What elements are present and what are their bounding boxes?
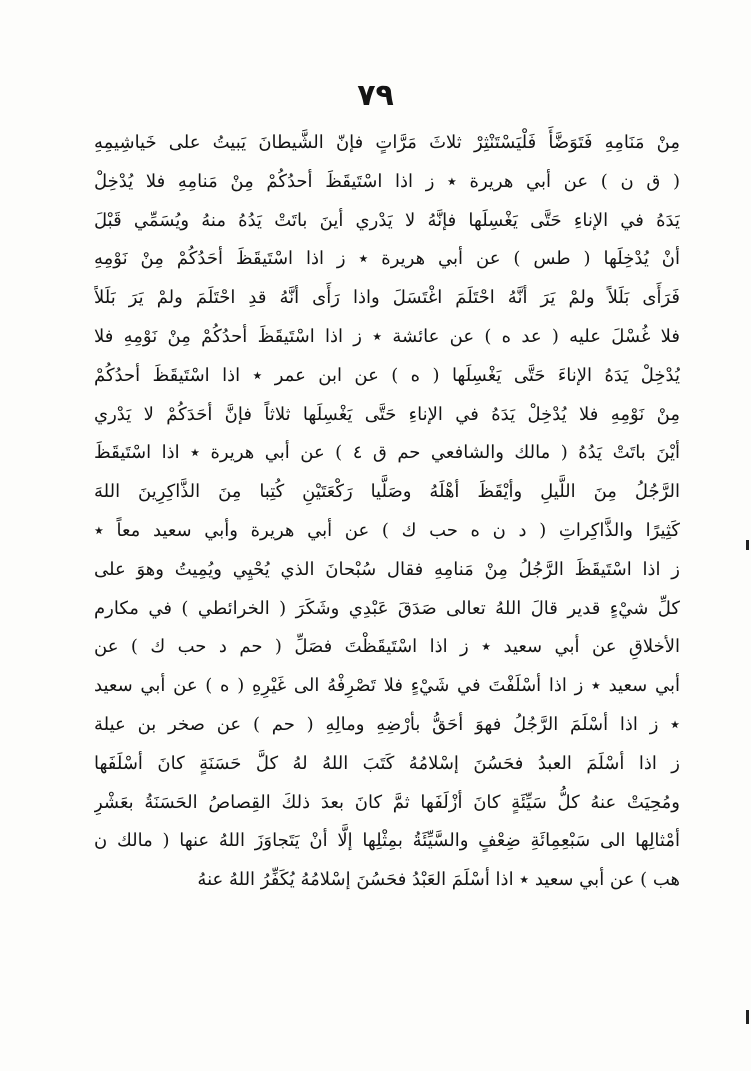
text-line: ز اذا أسْلَمَ العبدُ فحَسُنَ إسْلامُهُ كَتَبَ اللهُ لهُ كلَّ حَسَنَةٍ كانَ أسْلَفَها [94, 752, 680, 774]
text-line: هب ) عن أبي سعيد ٭ اذا أسْلَمَ العَبْدُ فحَسُنَ إسْلامُهُ يُكَفِّرُ اللهُ عنهُ [197, 869, 680, 891]
text-line: فَرَأَى بَلَلاً ولمْ يَرَ أنَّهُ احْتَلَمَ اغْتَسَلَ واذا رَأَى أنَّهُ قدِ احْتَلَمَ ولمْ يَرَ بَلَلاً [94, 287, 680, 309]
text-line: ٭ ز اذا أسْلَمَ الرَّجُلُ فهوَ أحَقُّ بأرْضِهِ ومالِهِ ( حم ) عن صخر بن عيلة [94, 713, 680, 735]
text-line: كَثِيرًا والذَّاكِراتِ ( د ن ه حب ك ) عن أبي هريرة وأبي سعيد معاً ٭ [94, 519, 680, 541]
text-line: أبي سعيد ٭ ز اذا أسْلَفْتَ في شَيْءٍ فلا تَصْرِفْهُ الى غَيْرِهِ ( ه ) عن أبي سعيد [94, 675, 680, 697]
text-line: ( ق ن ) عن أبي هريرة ٭ ز اذا اسْتَيقَظَ أحدُكُمْ مِنْ مَنامِهِ فلا يُدْخِلْ [94, 170, 680, 192]
text-line: مِنْ نَوْمِهِ فلا يُدْخِلْ يَدَهُ في الإناءِ حَتَّى يَغْسِلَها ثلاثاً فإنَّ أحَدَكُمْ لا يَدْري [94, 403, 680, 425]
text-body [94, 124, 680, 900]
scan-edge-mark [746, 540, 749, 550]
text-line: الرَّجُلُ مِنَ اللَّيلِ وأيْقَظَ أهْلَهُ وصَلَّيا رَكْعَتَيْنِ كُتِبا مِنَ الذَّاكِرِينَ اللهَ [94, 481, 680, 503]
scan-edge-mark [746, 1010, 749, 1024]
page-number: ٧٩ [357, 78, 394, 113]
text-line: ز اذا اسْتَيقَظَ الرَّجُلُ مِنْ مَنامِهِ فقال سُبْحانَ الذي يُحْيِي ويُمِيتُ وهوَ على [94, 558, 680, 580]
text-line: الأخلاقِ عن أبي سعيد ٭ ز اذا اسْتَيقَظْتَ فصَلِّ ( حم د حب ك ) عن [94, 636, 680, 658]
text-line: أيْنَ باتَتْ يَدُهُ ( مالك والشافعي حم ق ٤ ) عن أبي هريرة ٭ اذا اسْتَيقَظَ [94, 442, 680, 464]
text-line: فلا غُسْلَ عليه ( عد ه ) عن عائشة ٭ ز اذا اسْتَيقَظَ أحدُكُمْ مِنْ نَوْمِهِ فلا [94, 325, 680, 347]
text-line: يَدَهُ في الإناءِ حَتَّى يَغْسِلَها فإنَّهُ لا يَدْري أينَ باتَتْ يَدُهُ منهُ ويُسَمِّي قَبْلَ [94, 209, 680, 231]
text-line: مِنْ مَنَامِهِ فَتَوَضَّأَ فَلْيَسْتَنْثِرْ ثلاثَ مَرَّاتٍ فإنّ الشَّيطانَ يَبيتُ على خَياشِيمِهِ [94, 132, 680, 153]
text-line: يُدْخِلْ يَدَهُ الإناءَ حَتَّى يَغْسِلَها ( ه ) عن ابن عمر ٭ اذا اسْتَيقَظَ أحدُكُمْ [94, 364, 680, 386]
text-line: ومُحِيَتْ عنهُ كلُّ سَيِّئَةٍ كانَ أزْلَفَها ثمَّ كانَ بعدَ ذلكَ القِصاصُ الحَسَنَةُ بعَشْرِ [94, 791, 680, 813]
text-line: أمْثالِها الى سَبْعِمِائَةِ ضِعْفٍ والسَّيِّئَةُ بمِثْلِها إلَّا أنْ يَتَجاوَزَ اللهُ عنها ( مالك ن [94, 830, 680, 852]
text-line: أنْ يُدْخِلَها ( طس ) عن أبي هريرة ٭ ز اذا اسْتَيقَظَ أحَدُكُمْ مِنْ نَوْمِهِ [94, 248, 680, 270]
text-line: كلِّ شيْءٍ قدير قالَ اللهُ تعالى صَدَقَ عَبْدِي وشَكَرَ ( الخرائطي ) في مكارم [94, 597, 680, 619]
